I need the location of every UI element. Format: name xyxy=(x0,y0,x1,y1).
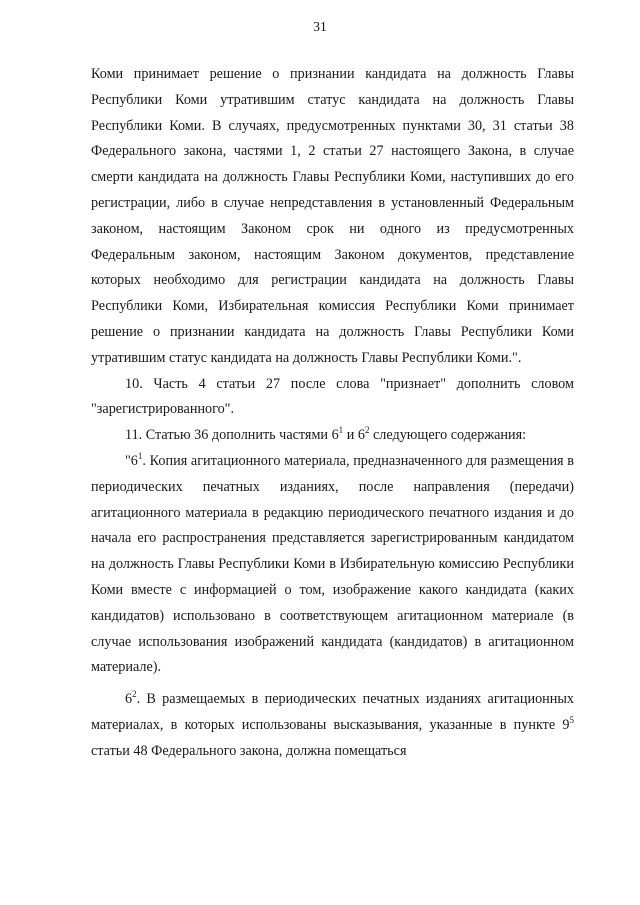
paragraph-item-10: 10. Часть 4 статьи 27 после слова "признает" дополнить словом "зарегистрированного". xyxy=(91,375,574,418)
paragraph-item-11 xyxy=(91,423,574,449)
text-run: следующего содержания: xyxy=(369,427,527,444)
text-run: 11. Статью 36 дополнить частями 6 xyxy=(125,427,339,444)
superscript: 1 xyxy=(338,425,344,436)
superscript: 2 xyxy=(132,689,137,700)
text-run: . В размещаемых в периодических печатных изданиях агитационных материалах, в которых использованы высказывания, указанные в пункте 9 xyxy=(91,691,574,733)
paragraph-continuation: Коми принимает решение о признании кандидата на должность Главы Республики Коми утратившим статус кандидата на должность Главы Республики Коми. В случаях, предусмотренных пунктами 30, 31 статьи 38 Федерального закона, частями 1, 2 статьи 27 настоящего Закона, в случае смерти кандидата на должность Главы Республики Коми, наступивших до его регистрации, либо в случае непредставления в установленный Федеральным законом, настоящим Законом срок ни одного из предусмотренных Федеральным законом, настоящим Законом документов, представление которых необходимо для регистрации кандидата на должность Главы Республики Коми, Избирательная комиссия Республики Коми принимает решение о признании кандидата на должность Главы Республики Коми утратившим статус кандидата на должность Главы Республики Коми.". xyxy=(91,66,574,366)
superscript: 1 xyxy=(137,450,143,461)
superscript: 2 xyxy=(364,425,370,436)
text-run: статьи 48 Федерального закона, должна помещаться xyxy=(91,742,407,759)
document-body xyxy=(91,62,574,765)
text-run: "6 xyxy=(125,452,138,469)
paragraph-part-6-2 xyxy=(91,687,574,764)
superscript: 5 xyxy=(569,714,574,725)
text-run: и 6 xyxy=(343,427,365,444)
text-run: . Копия агитационного материала, предназначенного для размещения в периодических печатных изданиях, после направления (передачи) агитационного материала в редакцию периодического печатного издания и до начала его распространения представляется зарегистрированным кандидатом на должность Главы Республики Коми в Избирательную комиссию Республики Коми вместе с информацией о том, изображение какого кандидата (каких кандидатов) использовано в соответствующем агитационном материале (в случае использования изображений кандидата (кандидатов) в агитационном материале). xyxy=(91,452,574,676)
paragraph-part-6-1 xyxy=(91,449,574,681)
text-run: 6 xyxy=(125,691,133,708)
page-number: 31 xyxy=(313,19,327,34)
